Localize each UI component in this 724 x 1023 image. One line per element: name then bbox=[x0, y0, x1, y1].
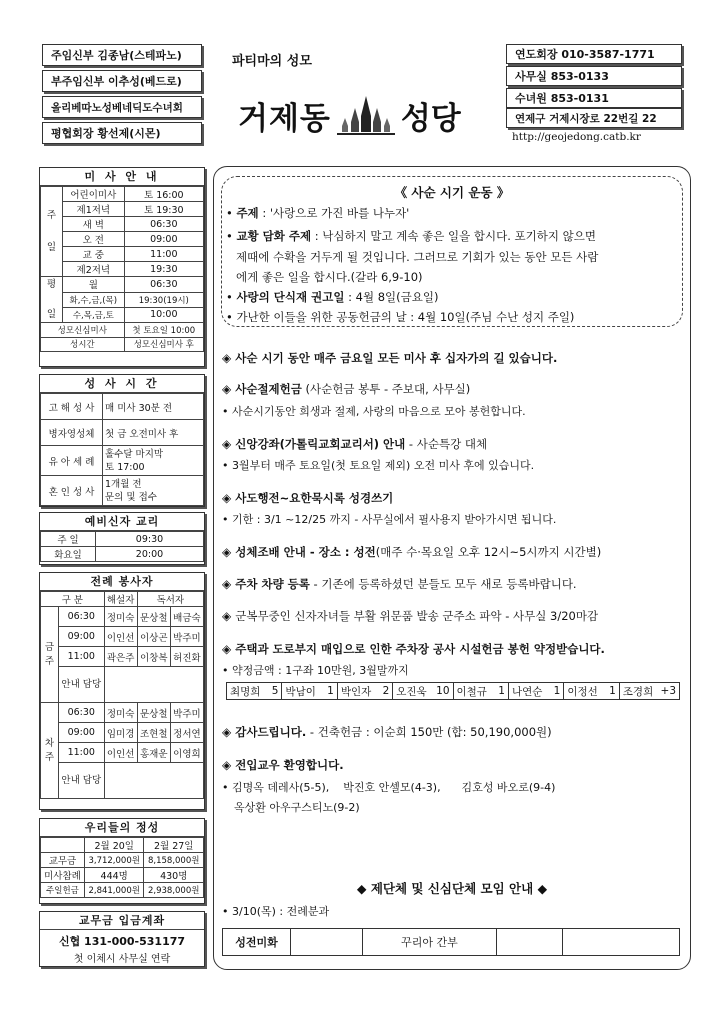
mass-time: 09:00 bbox=[59, 627, 105, 647]
notice-parking-fund: ◈ 주택과 도로부지 매입으로 인한 주차장 공사 시설헌금 봉헌 약정받습니다. bbox=[222, 642, 605, 656]
notice-sub: 옥상환 아우구스티노(9-2) bbox=[234, 801, 360, 814]
notice-sub: • 3월부터 매주 토요일(첫 토요일 제외) 오전 미사 후에 있습니다. bbox=[222, 459, 535, 472]
convent-phone: 수녀원 853-0131 bbox=[506, 88, 682, 108]
class-time: 09:30 bbox=[96, 532, 204, 547]
diamond-icon: ◈ bbox=[222, 725, 232, 739]
notice-adoration: ◈ 성체조배 안내 - 장소 : 성전(매주 수·목요일 오후 12시~5시까지 시간별) bbox=[222, 545, 602, 559]
mass-time: 첫 토요일 10:00 bbox=[124, 323, 203, 338]
amount: 3,712,000원 bbox=[84, 853, 144, 868]
mass-time: 09:00 bbox=[124, 232, 203, 247]
notice-stations: ◈ 사순 시기 동안 매주 금요일 모든 미사 후 십자가의 길 있습니다. bbox=[222, 351, 558, 365]
amount: 8,158,000원 bbox=[144, 853, 204, 868]
sacraments-title: 성 사 시 간 bbox=[40, 375, 204, 393]
liturgy-volunteers bbox=[39, 572, 205, 810]
group-cell bbox=[563, 929, 679, 955]
pledge-cell: 나연순 1 bbox=[509, 683, 564, 699]
group-cell bbox=[497, 929, 563, 955]
sisters-label: 올리베따노성베네딕도수녀회 bbox=[42, 96, 202, 118]
commentator: 이인선 bbox=[104, 743, 137, 763]
pledge-cell: 조경희 +3 bbox=[622, 685, 677, 698]
notice-welcome: ◈ 전입교우 환영합니다. bbox=[222, 758, 344, 772]
next-week-label: 차주 bbox=[41, 703, 59, 799]
sacrament-time-2: 문의 및 접수 bbox=[105, 491, 157, 503]
reader: 허진화 bbox=[170, 647, 203, 667]
mass-time: 토 16:00 bbox=[124, 187, 203, 202]
date-header: 2월 27일 bbox=[144, 838, 204, 853]
class-day: 주 일 bbox=[41, 532, 96, 547]
parish-title bbox=[238, 90, 498, 140]
col-header: 독서자 bbox=[137, 592, 203, 607]
class-day: 화요일 bbox=[41, 547, 96, 562]
class-time: 20:00 bbox=[96, 547, 204, 562]
church-logo-icon bbox=[335, 94, 397, 136]
lent-item: • 교황 담화 주제 : 낙심하지 말고 계속 좋은 일을 합시다. 포기하지 않으면 bbox=[226, 229, 596, 243]
account-title: 교무금 입금계좌 bbox=[40, 912, 204, 930]
mass-time: 06:30 bbox=[124, 277, 203, 293]
lent-item: • 사랑의 단식재 권고일 : 4월 8일(금요일) bbox=[226, 290, 439, 304]
notice-sub: • 약정금액 : 1구좌 10만원, 3월말까지 bbox=[222, 664, 409, 677]
diamond-icon: ◈ bbox=[222, 382, 232, 396]
groups-title: ◆ 제단체 및 신심단체 모임 안내 ◆ bbox=[356, 881, 548, 896]
mass-name: 제2저녁 bbox=[63, 262, 125, 277]
commentator: 임미경 bbox=[104, 723, 137, 743]
reader: 이창복 bbox=[137, 647, 170, 667]
sacrament-time: 첫 금 오전미사 후 bbox=[103, 420, 204, 446]
catechumen-title: 예비신자 교리 bbox=[40, 513, 204, 531]
diamond-icon: ◈ bbox=[222, 491, 232, 505]
this-week-label: 금주 bbox=[41, 607, 59, 703]
offerings-summary bbox=[39, 818, 205, 904]
notice-faith-lecture: ◈ 신앙강좌(가톨릭교회교리서) 안내 - 사순특강 대체 bbox=[222, 437, 488, 451]
reader: 조현철 bbox=[137, 723, 170, 743]
row-label: 미사참례 bbox=[41, 868, 85, 883]
group-cell bbox=[291, 929, 363, 955]
notice-thanks: ◈ 감사드립니다. - 건축헌금 : 이순희 150만 (합: 50,190,000원) bbox=[222, 725, 552, 739]
sacrament-name: 병자영성체 bbox=[41, 420, 103, 446]
notice-parking: ◈ 주차 차량 등록 - 기존에 등록하셨던 분들도 모두 새로 등록바랍니다. bbox=[222, 577, 577, 591]
mass-name: 어린이미사 bbox=[63, 187, 125, 202]
col-header: 해설자 bbox=[104, 592, 137, 607]
notice-sub: • 김명옥 데레사(5-5), 박진호 안셀모(4-3), 김호성 바오로(9-4) bbox=[222, 781, 556, 794]
groups-date: • 3/10(목) : 전례분과 bbox=[222, 905, 330, 918]
sacrament-name: 혼 인 성 사 bbox=[41, 476, 103, 506]
title-left: 거제동 bbox=[238, 100, 331, 137]
lent-item: • 주제 : '사랑으로 가진 바를 나누자' bbox=[226, 206, 410, 220]
mass-time: 토 19:30 bbox=[124, 202, 203, 217]
mass-name: 화,수,금,(목) bbox=[63, 292, 125, 307]
sacrament-time: 홀수달 마지막 bbox=[105, 448, 164, 460]
commentator: 정미숙 bbox=[104, 607, 137, 627]
lent-item-cont: 에게 좋은 일을 합시다.(갈라 6,9-10) bbox=[236, 270, 423, 284]
commentator: 정미숙 bbox=[104, 703, 137, 723]
diamond-icon: ◈ bbox=[222, 758, 232, 772]
notice-sub: • 기한 : 3/1 ~12/25 까지 - 사무실에서 필사용지 받아가시면 됩니다. bbox=[222, 513, 557, 526]
diamond-icon: ◈ bbox=[222, 609, 232, 623]
group-cell: 성전미화 bbox=[223, 929, 291, 955]
mass-name: 교 중 bbox=[63, 247, 125, 262]
mass-time: 06:30 bbox=[59, 607, 105, 627]
notice-military: ◈ 군복무중인 신자자녀들 부활 위문품 발송 군주소 파악 - 사무실 3/20마감 bbox=[222, 609, 599, 623]
diamond-icon: ◈ bbox=[222, 642, 232, 656]
diamond-icon: ◈ bbox=[222, 577, 232, 591]
sacrament-name: 고 해 성 사 bbox=[41, 394, 103, 420]
col-header: 구 분 bbox=[41, 592, 105, 607]
guide-label: 안내 담당 bbox=[59, 667, 105, 703]
mass-time: 19:30(19시) bbox=[124, 292, 203, 307]
mass-name: 수,목,금,토 bbox=[63, 307, 125, 322]
reader: 정서연 bbox=[170, 723, 203, 743]
weekday-label: 평 bbox=[46, 279, 57, 290]
diamond-icon: ◈ bbox=[222, 545, 232, 559]
pledge-cell: 이정선 1 bbox=[564, 683, 619, 699]
mass-name: 성시간 bbox=[41, 337, 125, 352]
amount: 2,938,000원 bbox=[144, 883, 204, 898]
sacrament-name: 유 아 세 례 bbox=[41, 446, 103, 476]
sacrament-time: 매 미사 30분 전 bbox=[103, 394, 204, 420]
mass-title: 미 사 안 내 bbox=[40, 168, 204, 186]
amount: 2,841,000원 bbox=[84, 883, 144, 898]
reader: 이영희 bbox=[170, 743, 203, 763]
mass-name: 월 bbox=[63, 277, 125, 293]
account-note: 첫 이체시 사무실 연락 bbox=[73, 954, 171, 965]
reader: 문상철 bbox=[137, 607, 170, 627]
mass-time: 11:00 bbox=[124, 247, 203, 262]
commentator: 곽은주 bbox=[104, 647, 137, 667]
website-link[interactable]: http://geojedong.catb.kr bbox=[512, 131, 641, 143]
commentator: 이인선 bbox=[104, 627, 137, 647]
row-label: 교무금 bbox=[41, 853, 85, 868]
associate-pastor-label: 부주임신부 이추성(베드로) bbox=[42, 70, 202, 92]
mass-time: 06:30 bbox=[59, 703, 105, 723]
mass-time: 09:00 bbox=[59, 723, 105, 743]
mass-schedule bbox=[39, 167, 205, 367]
donation-account bbox=[39, 911, 205, 967]
guide-label: 안내 담당 bbox=[59, 763, 105, 799]
pledge-cell: 오진욱 10 bbox=[393, 683, 453, 699]
row-label: 주일헌금 bbox=[41, 883, 85, 898]
mass-time: 06:30 bbox=[124, 217, 203, 232]
council-president-label: 평협회장 황선제(시몬) bbox=[42, 122, 202, 144]
account-number: 신협 131-000-531177 bbox=[58, 935, 186, 948]
mass-name: 새 벽 bbox=[63, 217, 125, 232]
liturgy-title: 전례 봉사자 bbox=[40, 573, 204, 591]
title-right: 성당 bbox=[400, 100, 461, 137]
mass-time: 10:00 bbox=[124, 307, 203, 322]
amount: 444명 bbox=[84, 868, 144, 883]
notice-sub: • 사순시기동안 희생과 절제, 사랑의 마음으로 모아 봉헌합니다. bbox=[222, 405, 526, 418]
pledge-table bbox=[226, 682, 680, 700]
mass-name: 제1저녁 bbox=[63, 202, 125, 217]
pledge-cell: 박남이 1 bbox=[282, 683, 337, 699]
office-phone: 사무실 853-0133 bbox=[506, 66, 682, 86]
date-header: 2월 20일 bbox=[84, 838, 144, 853]
reader: 박주미 bbox=[170, 627, 203, 647]
reader: 이상곤 bbox=[137, 627, 170, 647]
pledge-cell: 박인자 2 bbox=[338, 683, 393, 699]
sacraments-schedule bbox=[39, 374, 205, 507]
catechumen-class bbox=[39, 512, 205, 565]
notice-bible-writing: ◈ 사도행전~요한묵시록 성경쓰기 bbox=[222, 491, 394, 505]
sunday-label-2: 일 bbox=[46, 241, 57, 253]
sunday-label: 주 bbox=[46, 209, 57, 221]
offerings-title: 우리들의 정성 bbox=[40, 819, 204, 837]
mass-time: 11:00 bbox=[59, 647, 105, 667]
lent-item: • 가난한 이들을 위한 공동헌금의 날 : 4월 10일(주님 수난 성지 주일) bbox=[226, 310, 575, 324]
reader: 홍재운 bbox=[137, 743, 170, 763]
address: 연제구 거제시장로 22번길 22 bbox=[506, 108, 682, 128]
diamond-icon: ◈ bbox=[222, 437, 232, 451]
pastor-label: 주임신부 김종남(스테파노) bbox=[42, 44, 202, 66]
amount: 430명 bbox=[144, 868, 204, 883]
pledge-cell: 이철규 1 bbox=[454, 683, 509, 699]
contact-phone: 연도회장 010-3587-1771 bbox=[506, 44, 682, 64]
reader: 배금숙 bbox=[170, 607, 203, 627]
diamond-icon: ◈ bbox=[222, 351, 232, 365]
mass-name: 성모신심미사 bbox=[41, 323, 125, 338]
mass-time: 19:30 bbox=[124, 262, 203, 277]
groups-table bbox=[222, 928, 680, 956]
diocese-name: 파티마의 성모 bbox=[232, 54, 312, 69]
pledge-cell: 최명희 5 bbox=[227, 683, 282, 699]
mass-time: 11:00 bbox=[59, 743, 105, 763]
weekday-label-2: 일 bbox=[46, 309, 57, 320]
group-cell: 꾸리아 간부 bbox=[363, 929, 497, 955]
mass-name: 오 전 bbox=[63, 232, 125, 247]
lent-item-cont: 제때에 수확을 거두게 될 것입니다. 그러므로 기회가 있는 동안 모든 사람 bbox=[236, 250, 599, 264]
sacrament-time: 1개월 전 bbox=[105, 478, 142, 490]
sacrament-time-2: 토 17:00 bbox=[105, 461, 145, 473]
lent-title: 《 사순 시기 운동 》 bbox=[394, 185, 510, 200]
notice-lent-offering: ◈ 사순절제헌금 (사순헌금 봉투 - 주보대, 사무실) bbox=[222, 382, 471, 396]
reader: 문상철 bbox=[137, 703, 170, 723]
mass-time: 성모신심미사 후 bbox=[124, 337, 203, 352]
reader: 박주미 bbox=[170, 703, 203, 723]
